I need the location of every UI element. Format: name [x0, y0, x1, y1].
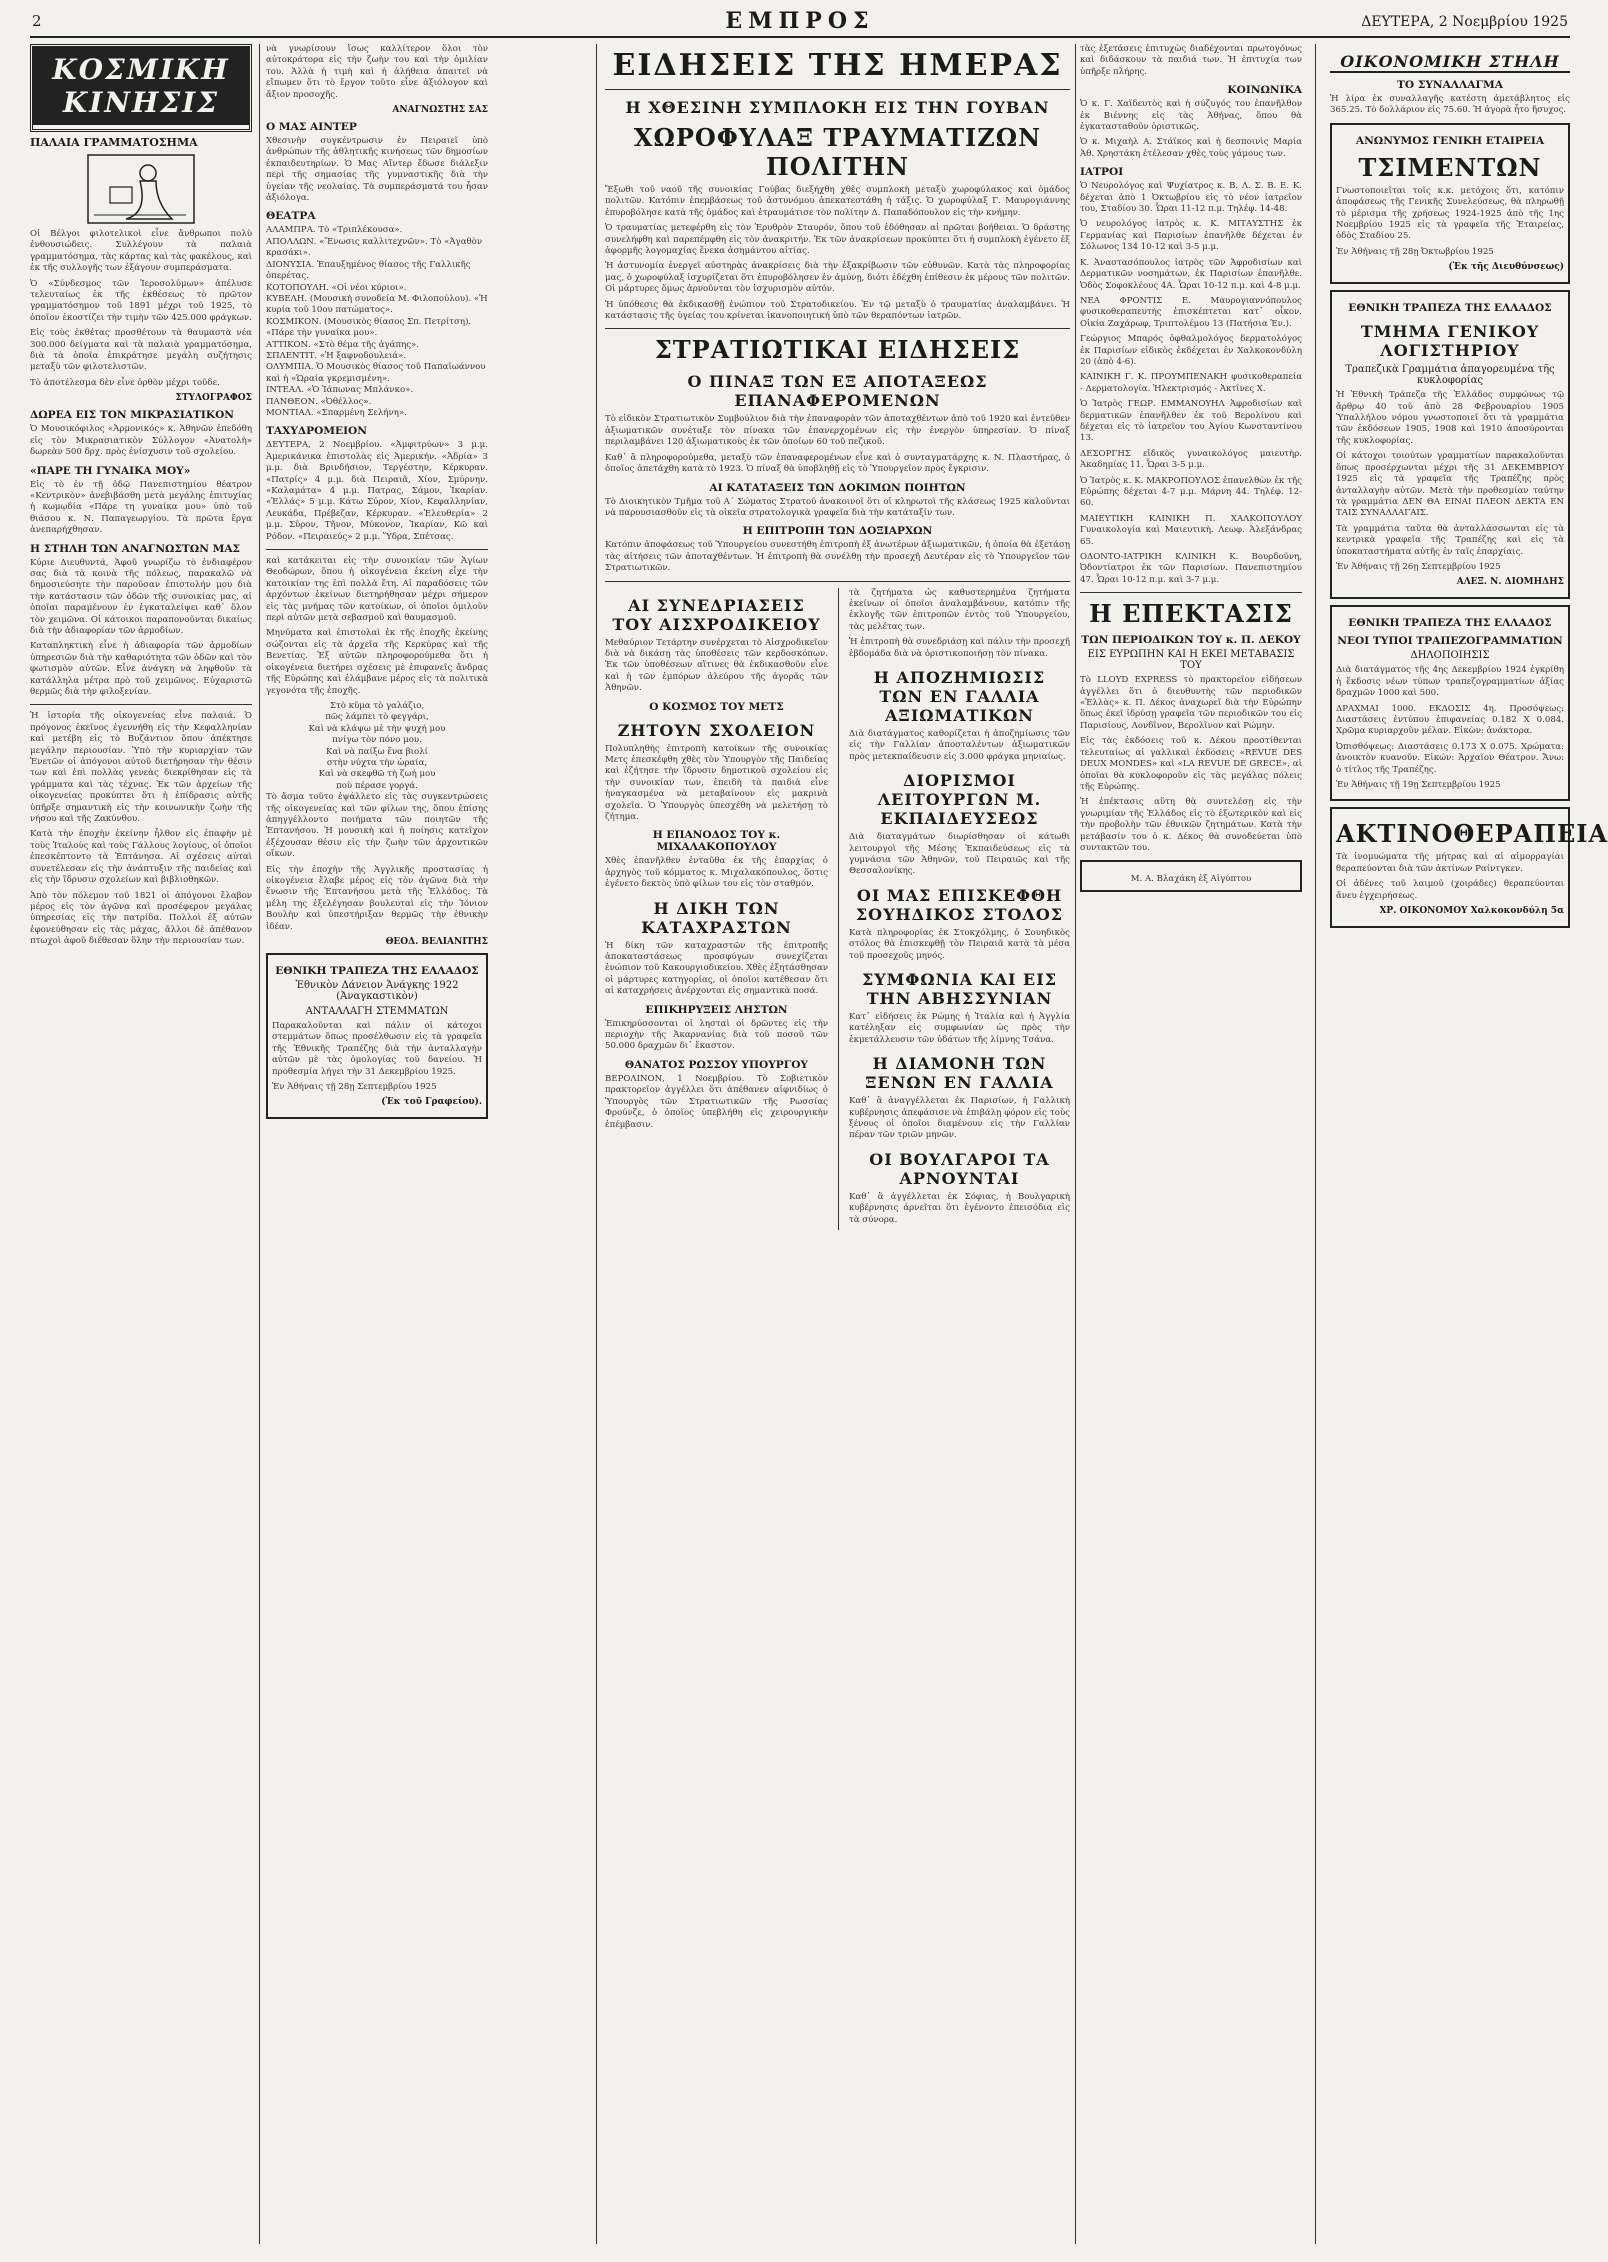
subheadline: ΕΙΣ ΕΥΡΩΠΗΝ ΚΑΙ Η ΕΚΕΙ ΜΕΤΑΒΑΣΙΣ ΤΟΥ — [1087, 649, 1295, 672]
article-paragraph: Ὁ Μουσικόφιλος «Ἀρμονικός» κ. Ἀθηνῶν ἐπεδόθη εἰς τὸν Μικρασιατικὸν Σύλλογον «Ἀνατολὴ» δωρεὰν 500 δρχ. πρὸς ἐνίσχυσιν τοῦ σχολείου. — [30, 424, 252, 458]
notice-text: Ὀπισθόψεως: Διαστάσεις 0.173 Χ 0.075. Χρώματα: ἀνοικτὸν κυανοῦν. Εἰκών: Ἀρχαῖον Θέατρον. Ἄνω: ὁ τίτλος τῆς Τραπέζης. — [1336, 741, 1564, 775]
article-paragraph: ΒΕΡΟΛΙΝΟΝ, 1 Νοεμβρίου. Τὸ Σοβιετικὸν πρακτορεῖον ἀγγέλλει ὅτι ἀπέθανεν αἰφνιδίως ὁ Ὑπουργὸς τῶν Στρατιωτικῶν τῆς Ρωσσίας Φρούνζε, ὁ ὁποῖος ὑπεβλήθη εἰς χειρουργικὴν ἐπέμβασιν. — [605, 1073, 828, 1130]
article-paragraph: Χθεσινὴν συγκέντρωσιν ἐν Πειραιεῖ ὑπὸ ἀνθρώπων τῆς ἀθλητικῆς κινήσεως τῶν δημοσίων ἐκπαιδευτηρίων. Ὁ Μας Αἴντερ ἔδωσε διάλεξιν περὶ τῆς σημασίας τῆς γυμναστικῆς διὰ τὴν ὑγείαν τῆς νεολαίας. Τὰ συμπεράσματά του ἦσαν ἀξιόλογα. — [266, 136, 488, 204]
poem-line: Καὶ νὰ κλάψω μὲ τὴν ψυχή μου — [308, 723, 446, 734]
lead-headline: Η ΧΘΕΣΙΝΗ ΣΥΜΠΛΟΚΗ ΕΙΣ ΤΗΝ ΓΟΥΒΑΝ — [625, 98, 1050, 117]
headline: Ο ΜΑΣ ΑΙΝΤΕΡ — [266, 121, 357, 134]
article-paragraph: Μηνύματα καὶ ἐπιστολαὶ ἐκ τῆς ἐποχῆς ἐκείνης σώζονται εἰς τὰ ἀρχεῖα τῆς Κερκύρας καὶ τῆς Βενετίας. Ἐξ αὐτῶν πληροφορούμεθα ὅτι ἡ οἰκογένεια διετήρει σχέσεις μὲ ἐπιφανεῖς ἄνδρας τῆς Εὐρώπης καὶ ἐλάμβανε μέρος εἰς τὰ πολιτικὰ γεγονότα τῆς ἐποχῆς. — [266, 628, 488, 696]
nbg-notice — [1330, 290, 1570, 599]
page-number: 2 — [32, 12, 42, 30]
news-of-the-day-title: ΕΙΔΗΣΕΙΣ ΤΗΣ ΗΜΕΡΑΣ — [612, 48, 1063, 83]
theatre-listing: ΚΥΒΕΛΗ. (Μουσικὴ συνοδεία Μ. Φιλοπούλου). «Ἡ κυρία τοῦ 10ου πατώματος». — [266, 293, 488, 316]
article-paragraph: Καθ᾽ ἃ ἀναγγέλλεται ἐκ Παρισίων, ἡ Γαλλικὴ κυβέρνησις ἀπεφάσισε νὰ ἐπιβάλῃ φόρον εἰς τοὺς ξένους οἱ ὁποῖοι διαμένουν εἰς τὴν Γαλλίαν πέραν τῶν τριῶν μηνῶν. — [848, 1096, 1070, 1141]
ad-text: Τὰ ἰνομυώματα τῆς μήτρας καὶ αἱ αἱμορραγίαι θεραπεύονται διὰ τῶν ἀκτίνων Ραίντγκεν. — [1336, 852, 1564, 874]
column-economy — [1330, 44, 1608, 2244]
article-paragraph: Ἡ λίρα ἐκ συναλλαγῆς κατέστη ἀμετάβλητος εἰς 365.25. Τὸ δολλάριον εἰς 75.60. Ἡ ἀγορὰ ἦτο ἥσυχος. — [1330, 94, 1570, 116]
article-paragraph: Ἡ ἐπιτροπὴ θὰ συνεδριάσῃ καὶ πάλιν τὴν προσεχῆ ἑβδομάδα διὰ νὰ ὁριστικοποιήσῃ τὸν πίνακα. — [848, 637, 1070, 659]
doctor-listing: ΝΕΑ ΦΡΟΝΤΙΣ Ε. Μαυρογιαννόπουλος φυσικοθεραπευτὴς ἐπισκέπτεται κατ᾽ οἶκον. Οἰκία Ζαχάρωφ, Τριπτολέμου 13 (Πατήσια Ἐν.). — [1080, 295, 1302, 329]
article-paragraph: Τὸ Διοικητικὸν Τμῆμα τοῦ Α΄ Σώματος Στρατοῦ ἀνακοινοῖ ὅτι οἱ κληρωτοὶ τῆς κλάσεως 1925 καλοῦνται νὰ παρουσιασθοῦν εἰς τὰ οἰκεῖα στρατολογικὰ γραφεῖα διὰ τὴν κατάταξίν των. — [605, 496, 1070, 518]
doctors-headline: ΙΑΤΡΟΙ — [1080, 166, 1124, 179]
article-paragraph: Μεθαύριον Τετάρτην συνέρχεται τὸ Αἰσχροδικεῖον διὰ νὰ δικάσῃ τὰς ὑποθέσεις τῶν κερδοσκόπων. Ἐκ τῶν ὑποθέσεων αἵτινες θὰ ἐκδικασθοῦν εἶνε καὶ ἡ τῶν ἐμπόρων ἀλεύρου τῆς ἀγορᾶς τῶν Ἀθηνῶν. — [605, 637, 828, 694]
military-subheadline: Ο ΠΙΝΑΞ ΤΩΝ ΕΞ ΑΠΟΤΑΞΕΩΣ ΕΠΑΝΑΦΕΡΟΜΕΝΩΝ — [687, 372, 988, 411]
notice-text: Γνωστοποιεῖται τοῖς κ.κ. μετόχοις ὅτι, κατόπιν ἀποφάσεως τῆς Γενικῆς Συνελεύσεως, θὰ πληρωθῇ τὸ μέρισμα τῆς χρήσεως 1924-1925 ἀπὸ τῆς 1ης Νοεμβρίου 1925 εἰς τὰ γραφεῖα τῆς Ἑταιρείας, ὁδὸς Σταδίου 25. — [1336, 185, 1564, 242]
article-paragraph: Ὁ κ. Γ. Χαϊδευτὸς καὶ ἡ σύζυγός του ἐπανῆλθον ἐκ Βιέννης εἰς τὰς Ἀθήνας, ὅπου θὰ ἐγκατασταθοῦν ὁριστικῶς. — [1080, 99, 1302, 133]
divider — [1080, 592, 1302, 593]
doctor-listing: Ὁ Ἰατρὸς ΓΕΩΡ. ΕΜΜΑΝΟΥΗΛ Ἀφροδισίων καὶ δερματικῶν ἐπανῆλθεν ἐκ τοῦ Βερολίνου καὶ δέχεται εἰς τὸ ἰατρεῖον του Ἀγίου Κωνσταντίνου 13. — [1080, 399, 1302, 444]
ad-signature: ΧΡ. ΟΙΚΟΝΟΜΟΥ Χαλκοκονδύλη 5α — [1379, 906, 1564, 917]
ad-title: ΑΚΤΙΝΟΘΕΡΑΠΕΙΑ — [1336, 819, 1608, 849]
article-paragraph: Χθὲς ἐπανῆλθεν ἐνταῦθα ἐκ τῆς ἐπαρχίας ὁ ἀρχηγὸς τοῦ κόμματος κ. Μιχαλακόπουλος, ὅστις ἐγένετο δεκτὸς ὑπὸ φίλων του εἰς τὸν σταθμόν. — [605, 856, 828, 890]
article-paragraph: Καθ᾽ ἃ ἀγγέλλεται ἐκ Σόφιας, ἡ Βουλγαρικὴ κυβέρνησις ἀρνεῖται ὅτι ἐγένοντο ἐπεισόδια εἰς τὰ σύνορα. — [848, 1191, 1070, 1225]
article-paragraph: Ἡ ἀστυνομία ἐνεργεῖ αὐστηρὰς ἀνακρίσεις διὰ τὴν ἐξακρίβωσιν τῶν εὐθυνῶν. Κατὰ τὰς πληροφορίας μας, ὁ χωροφύλαξ ἰσχυρίζεται ὅτι ἐπυροβόλησεν ἐν ἀμύνῃ, διότι ἐδέχθη ἐπίθεσιν ἐκ μέρους τῶν πολιτῶν. Οἱ μάρτυρες ὅμως ἀρνοῦνται τὸν ἰσχυρισμὸν αὐτόν. — [605, 261, 1070, 295]
headline: «ΠΑΡΕ ΤΗ ΓΥΝΑΙΚΑ ΜΟΥ» — [30, 464, 191, 477]
theatre-listing: ΙΝΤΕΑΛ. «Ὁ Ἰάπωνας Μπλάνκο». — [266, 385, 414, 396]
doctor-listing: Γεώργιος Μπαρός ὀφθαλμολόγος δερματολόγος ἐκ Παρισίων εἰδικὸς ἐκδέχεται ἐν Χαλκοκονδύλη 20 (ἀπὸ 4-6). — [1080, 334, 1302, 367]
headline: Η ΕΠΑΝΟΔΟΣ ΤΟΥ κ. ΜΙΧΑΛΑΚΟΠΟΥΛΟΥ — [652, 829, 781, 854]
doctor-listing: ΜΑΙΕΥΤΙΚΗ ΚΛΙΝΙΚΗ Π. ΧΑΛΚΟΠΟΥΛΟΥ Γυναικολογία καὶ Μαιευτικὴ. Λεωφ. Ἀλεξάνδρας 65. — [1080, 513, 1302, 547]
article-paragraph: Κατὰ πληροφορίας ἐκ Στοκχόλμης, ὁ Σουηδικὸς στόλος θὰ ἐπισκεφθῇ τὸν Πειραιᾶ κατὰ τὰ μέσα τοῦ προσεχοῦς μηνός. — [848, 927, 1070, 961]
newspaper-page — [30, 8, 1608, 2258]
theatre-listing: ΚΟΤΟΠΟΥΛΗ. «Οἱ νέοι κύριοι». — [266, 282, 407, 293]
article-paragraph: νὰ γνωρίσουν ἴσως καλλίτερον ὅλοι τὸν αὐτοκράτορα εἰς τὴν ζωὴν του καὶ τὴν ὁμιλίαν του. Ἀλλὰ ἡ τιμὴ καὶ ἡ ἀλήθεια ἀπαιτεῖ νὰ εἴπωμεν ὅτι τὸ ἔργον τοῦτο εἶνε ἀξιόλογον καὶ ἄξιον προσοχῆς. — [266, 44, 488, 100]
article-paragraph: Ἔξωθι τοῦ ναοῦ τῆς συνοικίας Γούβας διεξήχθη χθὲς συμπλοκὴ μεταξὺ χωροφύλακος καὶ ὁμάδος πολιτῶν. Κατόπιν ἐπεμβάσεως τοῦ ἀστυνόμου ἀπεκατεστάθη ἡ τάξις. Ὁ χωροφύλαξ Γ. Μαυρογιάννης ἐπυροβόλησε κατὰ τῆς ὁμάδος καὶ ἐτραυμάτισε τὸν πολίτην Δ. Παπαδόπουλον εἰς τὴν κνήμην. — [605, 185, 1070, 218]
theatre-listing: ΠΑΝΘΕΟΝ. «Ὀθέλλος». — [266, 396, 372, 407]
notice-subtitle: Τραπεζικὰ Γραμμάτια ἀπαγορευμένα τῆς κυκλοφορίας — [1345, 364, 1555, 387]
society-banner-title: ΚΟΣΜΙΚΗ ΚΙΝΗΣΙΣ — [33, 47, 249, 125]
byline: ΑΝΑΓΝΩΣΤΗΣ ΣΑΣ — [392, 105, 488, 116]
notice-date: Ἐν Ἀθήναις τῇ 28ῃ Σεπτεμβρίου 1925 — [272, 1082, 437, 1093]
poem-line: στὴν νύχτα τὴν ὡραία, — [326, 757, 428, 768]
notice-subtitle: Ἐθνικὸν Δάνειον Ἀνάγκης 1922 (Ἀναγκαστικὸν) — [295, 980, 459, 1003]
headline: ΕΠΙΚΗΡΥΞΕΙΣ ΛΗΣΤΩΝ — [645, 1003, 788, 1016]
theatre-listing: ΑΠΟΛΛΩΝ. «Ἕνωσις καλλιτεχνῶν». Τὸ «Ἀγαθὸν κρασάκι». — [266, 236, 483, 259]
notice-signature: (Ἐκ τοῦ Γραφείου). — [381, 1097, 482, 1108]
theatre-listing: ΟΛΥΜΠΙΑ. Ὁ Μουσικὸς θίασος τοῦ Παπαϊωάννου καὶ ἡ «Ὡραία γκρεμισμένη». — [266, 362, 486, 384]
headline: ΘΑΝΑΤΟΣ ΡΩΣΣΟΥ ΥΠΟΥΡΓΟΥ — [624, 1058, 809, 1071]
subheadline: ΤΟ ΣΥΝΑΛΛΑΓΜΑ — [1397, 79, 1503, 91]
lead-subheadline: ΧΩΡΟΦΥΛΑΞ ΤΡΑΥΜΑΤΙΖΩΝ ΠΟΛΙΤΗΝ — [633, 123, 1042, 181]
notice-subtitle: ΑΝΤΑΛΛΑΓΗ ΣΤΕΜΜΑΤΩΝ — [305, 1006, 449, 1018]
column-rule — [1075, 44, 1076, 2244]
headline: Η ΕΠΙΤΡΟΠΗ ΤΩΝ ΔΟΞΙΑΡΧΩΝ — [742, 525, 933, 538]
notice-title: ΕΘΝΙΚΗ ΤΡΑΠΕΖΑ ΤΗΣ ΕΛΛΑΔΟΣ — [275, 965, 479, 978]
article-paragraph: Κατὰ τὴν ἐποχὴν ἐκείνην ἦλθον εἰς ἐπαφὴν μὲ τοὺς Ἰταλοὺς καὶ τοὺς Γάλλους λογίους, οἱ ὁποῖοι ἐπεσκέπτοντο τὰ Ἑπτάνησα. Αἱ σχέσεις αὐταὶ συνετέλεσαν εἰς τὴν ἀνάπτυξιν τῆς παιδείας καὶ εἰς τὴν ἵδρυσιν σχολείων καὶ βιβλιοθηκῶν. — [30, 829, 252, 886]
headline: Η ΑΠΟΖΗΜΙΩΣΙΣ ΤΩΝ ΕΝ ΓΑΛΛΙΑ ΑΞΙΩΜΑΤΙΚΩΝ — [873, 667, 1046, 725]
article-paragraph: Εἰς τὸ ἐν τῇ ὁδῷ Πανεπιστημίου θέατρον «Κεντρικὸν» ἀνεβιβάσθη μετὰ μεγάλης ἐπιτυχίας ἡ κωμῳδία «Πάρε τη γυναίκα μου» ὑπὸ τοῦ θιάσου κ. Ν. Παπαγεωργίου. Τὰ πρῶτα ἔργα ἀνεπαρήχθησαν. — [30, 479, 252, 536]
post-headline: ΤΑΧΥΔΡΟΜΕΙΟΝ — [266, 425, 367, 438]
notice-date: Ἐν Ἀθήναις τῇ 19ῃ Σεπτεμβρίου 1925 — [1336, 780, 1501, 790]
ad-text: Οἱ ἀδένες τοῦ λαιμοῦ (χοιράδες) θεραπεύονται ἄνευ ἐγχειρήσεως. — [1336, 879, 1564, 901]
article-paragraph: Ἡ ἐπέκτασις αὕτη θὰ συντελέσῃ εἰς τὴν γνωριμίαν τῆς Ἑλλάδος εἰς τὸ ἐξωτερικὸν καὶ εἰς τὴν προβολὴν τῶν ἐθνικῶν ζητημάτων. Κατὰ τὴν μετάβασίν του ὁ κ. Δέκος θὰ συνοδεύεται ὑπὸ συντακτῶν του. — [1080, 797, 1302, 853]
newspaper-name: ΕΜΠΡΟΣ — [725, 8, 875, 34]
news-right — [849, 588, 1070, 1231]
theatre-listing: ΜΟΝΤΙΑΛ. «Σπαρμένη Σελήνη». — [266, 407, 407, 418]
article-paragraph: Ἐπικηρύσσονται οἱ λησταὶ οἱ δρῶντες εἰς τὴν περιοχὴν τῆς Ἀκαρνανίας διὰ τοῦ ποσοῦ τῶν 50.000 δραχμῶν δι᾽ ἕκαστον. — [605, 1018, 828, 1052]
notice-date: Ἐν Ἀθήναις τῇ 28ῃ Ὀκτωβρίου 1925 — [1336, 246, 1494, 257]
notice-title: ΕΘΝΙΚΗ ΤΡΑΠΕΖΑ ΤΗΣ ΕΛΛΑΔΟΣ — [1348, 617, 1552, 630]
masthead — [30, 8, 1570, 38]
notice-date: Ἐν Ἀθήναις τῇ 26ῃ Σεπτεμβρίου 1925 — [1336, 561, 1501, 572]
doctor-listing: Κ. Ἀναστασόπουλος ἰατρὸς τῶν Ἀφροδισίων καὶ Δερματικῶν νοσημάτων, ἐκ Παρισίων ἐπανῆλθε. Ὁδὸς Σοφοκλέους 4Α. Ὧραι 10-12 π.μ. καὶ 4-8 μ.μ. — [1080, 257, 1302, 291]
theatre-listing: ΚΟΣΜΙΚΟΝ. (Μουσικὸς θίασος Σπ. Πετρίτση). «Πάρε τὴν γυναίκα μου». — [266, 316, 472, 339]
military-news-title: ΣΤΡΑΤΙΩΤΙΚΑΙ ΕΙΔΗΣΕΙΣ — [654, 335, 1021, 365]
reading-woman-illustration-icon — [86, 153, 196, 225]
article-paragraph: Εἰς τοὺς ἐκθέτας προσθέτουν τὰ θαυμαστὰ νέα 300.000 δείγματα καὶ τὰ παλαιὰ γραμματόσημα, διὰ τὰ ὁποῖα ἐπικράτησε μεγάλη συζήτησις μεταξὺ τῶν φιλοτελιστῶν. — [30, 328, 252, 373]
article-paragraph: Τὸ ἀποτέλεσμα δὲν εἶνε ὀρθὸν μέχρι τοῦδε. — [30, 377, 220, 388]
theatre-listing: ΣΠΛΕΝΤΙΤ. «Ἡ ξαφνοδουλειά». — [266, 350, 406, 361]
headline: ΟΙ ΜΑΣ ΕΠΙΣΚΕΦΘΗ ΣΟΥΗΔΙΚΟΣ ΣΤΟΛΟΣ — [855, 885, 1064, 924]
headline: Η ΔΙΚΗ ΤΩΝ ΚΑΤΑΧΡΑΣΤΩΝ — [641, 898, 792, 937]
doctor-listing: ΟΔΟΝΤΟ-ΙΑΤΡΙΚΗ ΚΛΙΝΙΚΗ Κ. Βουρδοῦνη, Ὀδοντίατροι ἐκ τῶν Παρισίων. Πανεπιστημίου 47. Ὧραι 10-12 π.μ. καὶ 3-7 μ.μ. — [1080, 552, 1302, 585]
headline: ΑΙ ΚΑΤΑΤΑΞΕΙΣ ΤΩΝ ΔΟΚΙΜΩΝ ΠΟΙΗΤΩΝ — [709, 481, 966, 494]
notice-subtitle: ΤΜΗΜΑ ΓΕΝΙΚΟΥ ΛΟΓΙΣΤΗΡΙΟΥ — [1360, 322, 1540, 361]
article-paragraph: Ὁ τραυματίας μετεφέρθη εἰς τὸν Ἐρυθρὸν Σταυρόν, ὅπου τοῦ ἐδόθησαν αἱ πρῶται βοήθειαι. Ὁ δράστης συνελήφθη καὶ παρεπέμφθη εἰς τὸν ἀνακριτήν. Ἐκ τῶν ἀνακρίσεων προκύπτει ὅτι ἡ συμπλοκὴ ἐγένετο ἐξ ἀφορμῆς λογομαχίας ἕνεκα ἀσημάντου αἰτίας. — [605, 223, 1070, 257]
divider — [30, 704, 252, 705]
subheadline: ΤΩΝ ΠΕΡΙΟΔΙΚΩΝ ΤΟΥ κ. Π. ΔΕΚΟΥ — [1081, 634, 1301, 647]
xray-ad — [1330, 807, 1608, 928]
article-paragraph: Κύριε Διευθυντά, Ἀφοῦ γνωρίζω τὸ ἐνδιαφέρον σας διὰ τὰ κοινὰ τῆς πόλεως, παρακαλῶ νὰ δημοσιεύσητε τὴν παροῦσαν ἐπιστολήν μου διὰ τὴν κατάστασιν τῶν ὁδῶν τῆς συνοικίας μας, αἱ ὁποῖαι παραμένουν ἐν ἐγκαταλείψει καθ᾽ ὅλον τὸν χειμῶνα. Οἱ κάτοικοι παραπονοῦνται δικαίως διὰ τὴν ἀδιαφορίαν τῶν ἁρμοδίων. — [30, 557, 252, 636]
issue-date: ΔΕΥΤΕΡΑ, 2 Νοεμβρίου 1925 — [1361, 14, 1568, 30]
poem-line: πῶς λάμπει τὸ φεγγάρι, — [325, 712, 429, 723]
theatre-headline: ΘΕΑΤΡΑ — [266, 210, 316, 223]
news-left — [605, 588, 828, 1231]
notice-signature: (Ἐκ τῆς Διευθύνσεως) — [1448, 262, 1564, 273]
article-paragraph: Εἰς τὰς ἐκδόσεις τοῦ κ. Δέκου προστίθενται τελευταίως αἱ γαλλικαὶ ἐκδόσεις «REVUE DES DEUX MONDES» καὶ «LA REVUE DE GRECE», αἱ ὁποῖαι θὰ κυκλοφοροῦν εἰς τὰς μεγάλας πόλεις τῆς Εὐρώπης. — [1080, 736, 1302, 792]
headline: ΑΙ ΣΥΝΕΔΡΙΑΣΕΙΣ ΤΟΥ ΑΙΣΧΡΟΔΙΚΕΙΟΥ — [612, 595, 821, 634]
article-paragraph: Τὸ LLOYD EXPRESS τὸ πρακτορεῖον εἰδήσεων ἀγγέλλει ὅτι ὁ διευθυντὴς τῶν περιοδικῶν «Ἑλλὰς» κ. Π. Δέκος ἀναχωρεῖ διὰ τὴν Εὐρώπην ὅπως ἐκεῖ ἱδρύσῃ γραφεῖα τῶν περιοδικῶν του εἰς Παρισίους, Λονδῖνον, Βερολῖνον καὶ Ρώμην. — [1080, 675, 1302, 731]
headline: Η ΔΙΑΜΟΝΗ ΤΩΝ ΞΕΝΩΝ ΕΝ ΓΑΛΛΙΑ — [865, 1054, 1054, 1093]
theatre-listing: ΑΛΑΜΠΡΑ. Τὸ «Τριπλέκουσα». — [266, 225, 403, 236]
society-banner — [30, 44, 252, 132]
cement-notice — [1330, 123, 1570, 284]
article-paragraph: τὰ ζητήματα ὡς καθυστερημένα ζητήματα ἐκείνων οἱ ὁποῖοι ἀναλαμβάνουν, κατόπιν τῆς ἐκλογῆς τῶν ἐπιτροπῶν ἐντὸς τοῦ Ὑπουργείου, τὰς μελέτας των. — [848, 587, 1070, 632]
notice-big-title: ΤΣΙΜΕΝΤΩΝ — [1358, 152, 1542, 182]
article-paragraph: καὶ κατάκειται εἰς τὴν συνοικίαν τῶν Ἀγίων Θεοδώρων, ὅπου ἡ οἰκογένεια ἐκείνη εἶχε τὴν κατοικίαν της ἐπὶ πολλὰ ἔτη. Αἱ παραδόσεις τῶν ἀρχόντων ἐκείνων διετηρήθησαν μέχρι σήμερον εἰς τὰς μνήμας τῶν κατοίκων, οἱ ὁποῖοι ὁμιλοῦν περὶ αὐτῶν μετὰ σεβασμοῦ καὶ θαυμασμοῦ. — [266, 556, 488, 624]
headline: Η ΕΠΕΚΤΑΣΙΣ — [1089, 599, 1293, 629]
bank-notice — [266, 953, 488, 1119]
banknote-notice — [1330, 605, 1570, 801]
column-rule — [1315, 44, 1316, 2244]
column-society — [30, 44, 252, 2244]
notice-title: ΕΘΝΙΚΗ ΤΡΑΠΕΖΑ ΤΗΣ ΕΛΛΑΔΟΣ — [1348, 302, 1552, 315]
theatre-listing: ΔΙΟΝΥΣΙΑ. Ἐπαυξημένος θίασος τῆς Γαλλικῆς ὀπερέτας. — [266, 259, 471, 282]
article-paragraph: ΔΕΥΤΕΡΑ, 2 Νοεμβρίου. «Ἀμφιτρύων» 3 μ.μ. Ἀμερικάνικα ἐπιστολὰς εἰς Ἀμερικήν. «Ἀδρία» 3 μ.μ. διὰ Βρινδήσιον, Τεργέστην, Κέρκυραν. «Πατρίς» 4 μ.μ. διὰ Πειραιᾶ, Χίον, Σμύρνην. «Καλαμάτα» 4 μ.μ. Πατρας, Σάμον, Ἰκαρίαν. «Ἑλλάς» 5 μ.μ. Κάτω Σύρον, Χίον, Κεφαλληνίαν, Λευκάδα, Πρέβεζαν, Κέρκυραν. «Ἐλευθερία» 2 μ.μ. Σῦρον, Τῆνον, Μύκονον, Ἰκαρίαν, Κῶ καὶ Ρόδον. «Πειραιεύς» 2 μ.μ. Ὕδρα, Σπέτσας. — [266, 440, 488, 542]
rubric-stamps: ΠΑΛΑΙΑ ΓΡΑΜΜΑΤΟΣΗΜΑ — [30, 136, 198, 149]
divider — [605, 328, 1070, 329]
article-paragraph: Οἱ Βέλγοι φιλοτελικοὶ εἶνε ἄνθρωποι πολὺ ἐνθουσιώδεις. Συλλέγουν τὰ παλαιὰ γραμματόσημα, τὰς κάρτας καὶ τὰς φακέλους, καὶ ἐκ τῆς συλλογῆς των ἐξάγουν συμπεράσματα. — [30, 229, 252, 274]
article-paragraph: Ἡ δίκη τῶν καταχραστῶν τῆς ἐπιτροπῆς ἀποκαταστάσεως προσφύγων συνεχίζεται ἐνώπιον τοῦ Κακουργιοδικείου. Χθὲς ἐξητάσθησαν οἱ μάρτυρες κατηγορίας, οἱ ὁποῖοι κατέθεσαν ὅτι αἱ καταχρήσεις ἀνέρχονται εἰς σημαντικὰ ποσά. — [605, 940, 828, 997]
article-paragraph: τὰς ἐξετάσεις ἐπιτυχὼς διαδέχονται πρωτογόνως καὶ διδάσκουν τὰ παιδιά των. Ἡ ἐπιτυχία των ὑπῆρξε πλήρης. — [1080, 44, 1302, 77]
article-paragraph: Διὰ διαταγμάτων διωρίσθησαν οἱ κάτωθι λειτουργοὶ τῆς Μέσης Ἐκπαιδεύσεως εἰς τὰ γυμνάσια τῶν Ἀθηνῶν, τοῦ Πειραιῶς καὶ τῆς Θεσσαλονίκης. — [848, 832, 1070, 877]
doctor-listing: Ὁ Ἰατρὸς κ. Κ. ΜΑΚΡΟΠΟΥΛΟΣ ἐπανελθὼν ἐκ τῆς Εὐρώπης δέχεται 4-7 μ.μ. Μάρνη 44. Τηλέφ. 12-60. — [1080, 475, 1302, 509]
article-paragraph: Εἰς τὴν ἐποχὴν τῆς Ἀγγλικῆς προστασίας ἡ οἰκογένεια ἔλαβε μέρος εἰς τὸν ἀγῶνα διὰ τὴν ἕνωσιν τῆς Ἑπτανήσου μετὰ τῆς Ἑλλάδος. Τὰ μέλη της ἐξελέγησαν βουλευταὶ εἰς τὴν Ἰόνιον Βουλὴν καὶ ὑπεστήριξαν θερμῶς τὴν ἐθνικὴν ἰδέαν. — [266, 864, 488, 932]
notice-text: Τὰ γραμμάτια ταῦτα θὰ ἀνταλλάσσωνται εἰς τὰ κεντρικὰ γραφεῖα τῆς Τραπέζης καὶ εἰς τὰ ὑποκαταστήματα αὐτῆς ἐν ταῖς ἐπαρχίαις. — [1336, 523, 1564, 557]
headline: ΖΗΤΟΥΝ ΣΧΟΛΕΙΟΝ — [617, 720, 816, 740]
article-paragraph: Κατ᾽ εἰδήσεις ἐκ Ρώμης ἡ Ἰταλία καὶ ἡ Ἀγγλία κατέληξαν εἰς συμφωνίαν ὡς πρὸς τὴν ἐκμετάλλευσιν τῶν ὑδάτων τῆς λίμνης Τσάνα. — [848, 1012, 1070, 1045]
headline: Ο ΚΟΣΜΟΣ ΤΟΥ ΜΕΤΣ — [649, 700, 784, 713]
theatre-list — [266, 225, 488, 419]
article-paragraph: Ἀπὸ τὸν πόλεμον τοῦ 1821 οἱ ἀπόγονοι ἔλαβον μέρος εἰς τὸν ἀγῶνα καὶ προσέφερον μεγάλας ὑπηρεσίας εἰς τὴν πατρίδα. Πολλοὶ ἐξ αὐτῶν ἐφονεύθησαν εἰς τὰς μάχας, ἄλλοι δὲ ἀπέθανον πτωχοὶ ἀφοῦ διέθεσαν ὅλην τὴν περιουσίαν των. — [30, 890, 252, 947]
poem-line: πνίγω τὸν πόνο μου. — [332, 735, 422, 746]
doctor-listing: ΔΕΣΟΡΓΗΣ εἰδικὸς γυναικολόγος μαιευτὴρ. Ἀκαδημίας 11. Ὧραι 3-5 μ.μ. — [1080, 448, 1302, 471]
article-paragraph: Τὸ ἄσμα τοῦτο ἐψάλλετο εἰς τὰς συγκεντρώσεις τῆς οἰκογενείας καὶ τῶν φίλων της, ὅπου ἐπίσης ἀπηγγέλλοντο ποιήματα τῶν ποιητῶν τῆς Ἑπτανήσου. Ἡ μουσικὴ καὶ ἡ ποίησις κατεῖχον ἐξέχουσαν θέσιν εἰς τὴν ζωὴν τῶν ἀρχοντικῶν οἴκων. — [266, 792, 488, 860]
headline: Η ΣΤΗΛΗ ΤΩΝ ΑΝΑΓΝΩΣΤΩΝ ΜΑΣ — [30, 542, 241, 555]
column-rule — [259, 44, 260, 2244]
poem-line: ποὺ πέρασε γοργά. — [336, 780, 418, 791]
article-paragraph: Διὰ διατάγματος καθορίζεται ἡ ἀποζημίωσις τῶν εἰς τὴν Γαλλίαν ἀποσταλέντων ἀξιωματικῶν πρὸς μετεκπαίδευσιν εἰς 3.000 φράγκα μηνιαίως. — [848, 728, 1070, 762]
byline: ΘΕΟΔ. ΒΕΛΙΑΝΙΤΗΣ — [385, 937, 488, 948]
article-paragraph: Καθ᾽ ἃ πληροφορούμεθα, μεταξὺ τῶν ἐπαναφερομένων εἶνε καὶ ὁ συνταγματάρχης κ. Ν. Πλαστήρας, ὁ ὁποῖος ἀπετάχθη κατὰ τὸ 1923. Ὁ πίναξ θὰ ὑποβληθῇ εἰς τὸ Ὑπουργεῖον πρὸς ἔγκρισιν. — [605, 452, 1070, 475]
notice-text: Οἱ κάτοχοι τοιούτων γραμματίων παρακαλοῦνται ὅπως προσέρχωνται μέχρι τῆς 31 ΔΕΚΕΜΒΡΙΟΥ 1925 εἰς τὰ γραφεῖα τῆς Τραπέζης πρὸς ἀνταλλαγὴν αὐτῶν. Μετὰ τὴν προθεσμίαν ταύτην τὰ γραμμάτια ΔΕΝ ΘΑ ΕΙΝΑΙ ΠΛΕΟΝ ΔΕΚΤΑ ΕΝ ΤΑΙΣ ΣΥΝΑΛΛΑΓΑΙΣ. — [1336, 451, 1564, 519]
column-rule — [838, 588, 839, 1231]
headline: ΔΙΟΡΙΣΜΟΙ ΛΕΙΤΟΥΡΓΩΝ Μ. ΕΚΠΑΙΔΕΥΣΕΩΣ — [877, 771, 1042, 829]
social-headline: ΚΟΙΝΩΝΙΚΑ — [1227, 84, 1302, 97]
poem-line: Στὸ κῦμα τὸ γαλάζιο, — [329, 700, 425, 711]
doctors-list — [1080, 181, 1302, 586]
doctor-listing: Ὁ Νευρολόγος καὶ Ψυχίατρος κ. Β. Λ. Σ. Β. Ε. Κ. δέχεται ἀπὸ 1 Ὀκτωβρίου εἰς τὸ νέον ἰατρεῖον του, Σταδίου 30. Ὧραι 11-12 π.μ. Τηλέφ. 14-48. — [1080, 181, 1302, 215]
divider — [266, 549, 488, 550]
notice-text: ΔΡΑΧΜΑΙ 1000. ΕΚΔΟΣΙΣ 4η. Προσόψεως: Διαστάσεις ἐντύπου ἐπιφανείας 0.182 Χ 0.084. Χρῶμα κυριαρχοῦν μέλαν. Εἰκὼν: ἀνάκτορα. — [1336, 703, 1564, 737]
ad-text: Μ. Α. Βλαχάκη ἐξ Αἰγύπτου — [1130, 874, 1252, 885]
article-paragraph: Κατόπιν ἀποφάσεως τοῦ Ὑπουργείου συνεστήθη ἐπιτροπὴ ἐξ ἀνωτέρων ἀξιωματικῶν, ἡ ὁποία θὰ ἐξετάσῃ τὰς αἰτήσεις τῶν ἀποταχθέντων. Ἡ ἐπιτροπὴ θὰ συνέλθῃ τὴν προσεχῆ Δευτέραν εἰς τὸ Ὑπουργεῖον τῶν Στρατιωτικῶν. — [605, 540, 1070, 574]
article-paragraph: Ἡ ὑπόθεσις θὰ ἐκδικασθῇ ἐνώπιον τοῦ Στρατοδικείου. Ἐν τῷ μεταξὺ ὁ τραυματίας ἀναλαμβάνει. Ἡ κατάστασις τῆς ὑγείας του κρίνεται ἱκανοποιητική ὑπὸ τῶν θεραπόντων ἰατρῶν. — [605, 299, 1070, 322]
article-paragraph: Ὁ κ. Μιχαὴλ Α. Στάϊκος καὶ ἡ δεσποινὶς Μαρία Ἀθ. Χρηστάκη ἐτέλεσαν χθὲς τοὺς γάμους των. — [1080, 137, 1302, 159]
economy-headline: ΟΙΚΟΝΟΜΙΚΗ ΣΤΗΛΗ — [1330, 52, 1570, 73]
article-paragraph: Πολυπληθὴς ἐπιτροπὴ κατοίκων τῆς συνοικίας Μετς ἐπεσκέφθη χθὲς τὸν Ὑπουργὸν τῆς Παιδείας καὶ ἐζήτησε τὴν ἵδρυσιν δημοτικοῦ σχολείου εἰς τὴν συνοικίαν των, ἐπειδὴ τὰ παιδιὰ εἶνε ἠναγκασμένα νὰ μεταβαίνουν εἰς μακρινὰ σχολεῖα. Ὁ Ὑπουργὸς ὑπεσχέθη νὰ μελετήσῃ τὸ ζήτημα. — [605, 743, 828, 822]
column-news — [605, 44, 1070, 2244]
news-split — [605, 588, 1070, 1231]
small-ad — [1080, 860, 1302, 891]
notice-text: Διὰ διατάγματος τῆς 4ης Δεκεμβρίου 1924 ἐγκρίθη ἡ ἔκδοσις νέων τύπων τραπεζογραμματίων ἀξίας δραχμῶν 1000 καὶ 500. — [1336, 665, 1564, 699]
article-paragraph: Τὸ εἰδικὸν Στρατιωτικὸν Συμβούλιον διὰ τὴν ἐπαναφορὰν τῶν ἀποταχθέντων ἀπὸ τοῦ 1920 καὶ ἐντεῦθεν ἀξιωματικῶν συνέταξε τὸν πίνακα τῶν ἐπανερχομένων εἰς τὴν ἐνεργὸν ὑπηρεσίαν. Ὁ πίναξ περιλαμβάνει 120 ἀξιωματικοὺς ἐκ τῶν ὁποίων 60 τοῦ πεζικοῦ. — [605, 414, 1070, 448]
headline: ΟΙ ΒΟΥΛΓΑΡΟΙ ΤΑ ΑΡΝΟΥΝΤΑΙ — [869, 1149, 1050, 1188]
notice-subtitle: ΝΕΟΙ ΤΥΠΟΙ ΤΡΑΠΕΖΟΓΡΑΜΜΑΤΙΩΝ — [1337, 635, 1563, 648]
headline: ΣΥΜΦΩΝΙΑ ΚΑΙ ΕΙΣ ΤΗΝ ΑΒΗΣΣΥΝΙΑΝ — [861, 970, 1058, 1009]
column-theatre — [266, 44, 488, 2244]
notice-text: Παρακαλοῦνται καὶ πάλιν οἱ κάτοχοι στεμμάτων ὅπως προσέλθωσιν εἰς τὰ γραφεῖα τῆς Ἐθνικῆς Τραπέζης διὰ τὴν ἀνταλλαγὴν αὐτῶν μὲ τὰς ὁμολογίας τοῦ δανείου. Ἡ προθεσμία λήγει τὴν 31 Δεκεμβρίου 1925. — [272, 1021, 482, 1077]
poem-line: Καὶ νὰ σκεφθῶ τὴ ζωή μου — [318, 769, 436, 780]
notice-text: Ἡ Ἐθνικὴ Τράπεζα τῆς Ἑλλάδος συμφώνως τῷ ἄρθρῳ 40 τοῦ ἀπὸ 28 Φεβρουαρίου 1905 Ὑπαλλήλου νόμου γνωστοποιεῖ ὅτι τὰ γραμμάτια τῶν ἐκδόσεων 1905, 1908 καὶ 1910 ἀποσύρονται τῆς κυκλοφορίας. — [1336, 390, 1564, 446]
divider — [605, 89, 1070, 90]
divider — [605, 581, 1070, 582]
notice-subtitle: ΔΗΛΟΠΟΙΗΣΙΣ — [1410, 650, 1490, 662]
theatre-listing: ΑΤΤΙΚΟΝ. «Στὸ θέμα τῆς ἀγάπης». — [266, 339, 420, 350]
headline: ΔΩΡΕΑ ΕΙΣ ΤΟΝ ΜΙΚΡΑΣΙΑΤΙΚΟΝ — [30, 409, 234, 422]
doctor-listing: Ὁ νευρολόγος ἰατρὸς κ. Κ. ΜΙΤΑΥΣΤΗΣ ἐκ Γερμανίας καὶ Παρισίων ἐπανῆλθε δέχεται ἐν Σόλωνος 134 10-12 καὶ 3-5 μ.μ. — [1080, 219, 1302, 253]
notice-title: ΑΝΩΝΥΜΟΣ ΓΕΝΙΚΗ ΕΤΑΙΡΕΙΑ — [1355, 134, 1545, 147]
byline: ΣΤΥΛΟΓΡΑΦΟΣ — [175, 393, 252, 404]
article-paragraph: Ὁ «Σύνδεσμος τῶν Ἱεροσολύμων» ἀπέλυσε τελευταίως ἐκ τῆς ἐκθέσεως τὸ πρῶτον γραμματόσημον τοῦ 1891 μέχρι τοῦ 1925, τὸ ὁποῖον ἐκοστίζει τὴν τιμὴν τῶν 425.000 φράγκων. — [30, 278, 252, 323]
column-rule — [596, 44, 597, 2244]
poem-line: Καὶ νὰ παίξω ἕνα βιολί — [325, 746, 429, 757]
article-paragraph: Καταπληκτικὴ εἶνε ἡ ἀδιαφορία τῶν ἀρμοδίων ὑπηρεσιῶν διὰ τὴν καθαριότητα τῶν ὁδῶν καὶ τὸν φωτισμὸν αὐτῶν. Εἶνε ἀνάγκη νὰ ληφθοῦν τὰ κατάλληλα μέτρα πρὸ τοῦ χειμῶνος. Εὐχαριστῶ θερμῶς διὰ τὴν φιλοξενίαν. — [30, 641, 252, 697]
notice-signature: ΑΛΕΞ. Ν. ΔΙΟΜΗΔΗΣ — [1456, 577, 1564, 588]
doctor-listing: ΚΑΙΝΙΚΗ Γ. Κ. ΠΡΟΥΜΠΕΝΑΚΗ φυσικοθεραπεία - Δερματολογία. Ἠλεκτρισμός - Ἀκτῖνες Χ. — [1080, 372, 1302, 394]
column-doctors — [1080, 44, 1302, 2244]
article-paragraph: Ἡ ἱστορία τῆς οἰκογενείας εἶνε παλαιά. Ὁ πρόγονος ἐκεῖνος ἐγεννήθη εἰς τὴν Κεφαλληνίαν καὶ μετέβη εἰς τὸ Βυζάντιον ὅπου ἀπέκτησε μεγάλην περιουσίαν. Ὑπὸ τὴν κυριαρχίαν τῶν Ἑνετῶν οἱ ἀπόγονοι αὐτοῦ διετήρησαν τὴν θέσιν των καὶ ἐπὶ πολλὰς γενεὰς διεκρίθησαν εἰς τὰ γράμματα καὶ τὰς τέχνας. Ἐκ τῶν ἀρχείων τῆς οἰκογενείας προκύπτει ὅτι ἡ ἐπίδρασις αὐτῆς ὑπῆρξε σημαντικὴ εἰς τὴν κοινωνικὴν ζωὴν τῆς νήσου καὶ τῆς Ζακύνθου. — [30, 711, 252, 825]
poem — [266, 701, 488, 792]
